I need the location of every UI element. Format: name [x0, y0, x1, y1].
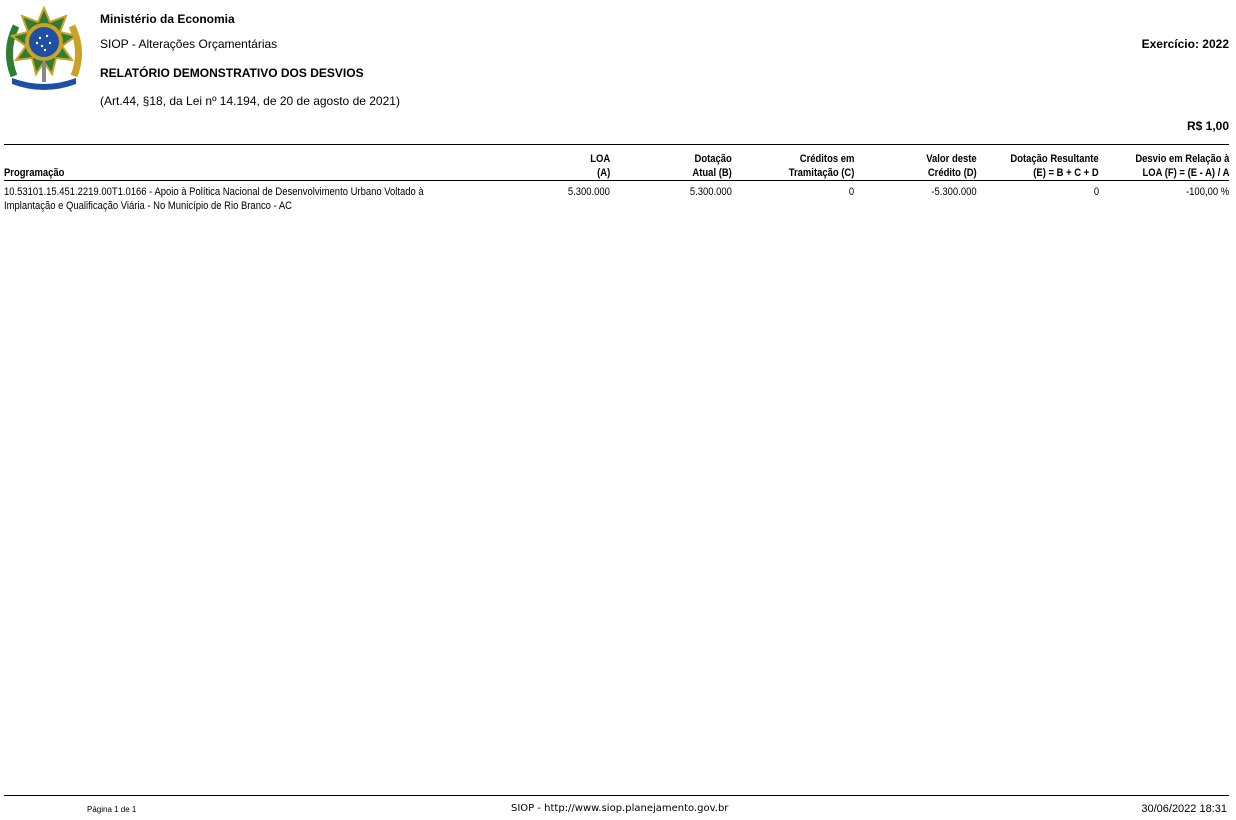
column-header-dotacao-atual: Dotação Atual (B)	[692, 153, 732, 179]
system-name: SIOP - Alterações Orçamentárias	[100, 37, 278, 51]
report-title: RELATÓRIO DEMONSTRATIVO DOS DESVIOS	[100, 66, 364, 80]
footer-datetime: 30/06/2022 18:31	[1141, 803, 1227, 815]
page-number: Página 1 de 1	[87, 805, 137, 814]
exercicio-label: Exercício: 2022	[1141, 37, 1229, 51]
currency-unit: R$ 1,00	[1186, 119, 1229, 133]
legal-reference: (Art.44, §18, da Lei nº 14.194, de 20 de agosto de 2021)	[100, 94, 400, 108]
column-header-loa: LOA (A)	[590, 153, 610, 179]
table-row-dotacao-resultante: 0	[1093, 186, 1099, 198]
column-header-creditos-tramitacao: Créditos em Tramitação (C)	[788, 153, 854, 179]
column-header-programacao: Programação	[4, 167, 65, 179]
footer-url: SIOP - http://www.siop.planejamento.gov.br	[511, 803, 729, 814]
table-row-dotacao-atual: 5.300.000	[689, 186, 732, 198]
column-header-desvio: Desvio em Relação à LOA (F) = (E - A) / A	[1134, 153, 1229, 179]
column-header-valor-credito: Valor deste Crédito (D)	[926, 153, 977, 179]
table-row-desvio: -100,00 %	[1185, 186, 1229, 198]
table-row-loa: 5.300.000	[567, 186, 610, 198]
ministry-name: Ministério da Economia	[100, 12, 235, 26]
table-header-rule	[4, 180, 1229, 181]
footer-rule	[4, 795, 1229, 796]
table-row-programacao: 10.53101.15.451.2219.00T1.0166 - Apoio à Política Nacional de Desenvolvimento Urbano Voltado à Implantação e Qualificação Viária - No Município de Rio Branco - AC	[4, 186, 424, 212]
brazil-coat-of-arms-icon	[4, 6, 84, 90]
table-row-valor-credito: -5.300.000	[931, 186, 977, 198]
column-header-dotacao-resultante: Dotação Resultante (E) = B + C + D	[1010, 153, 1099, 179]
table-top-rule	[4, 144, 1229, 145]
table-row-creditos-tramitacao: 0	[848, 186, 854, 198]
